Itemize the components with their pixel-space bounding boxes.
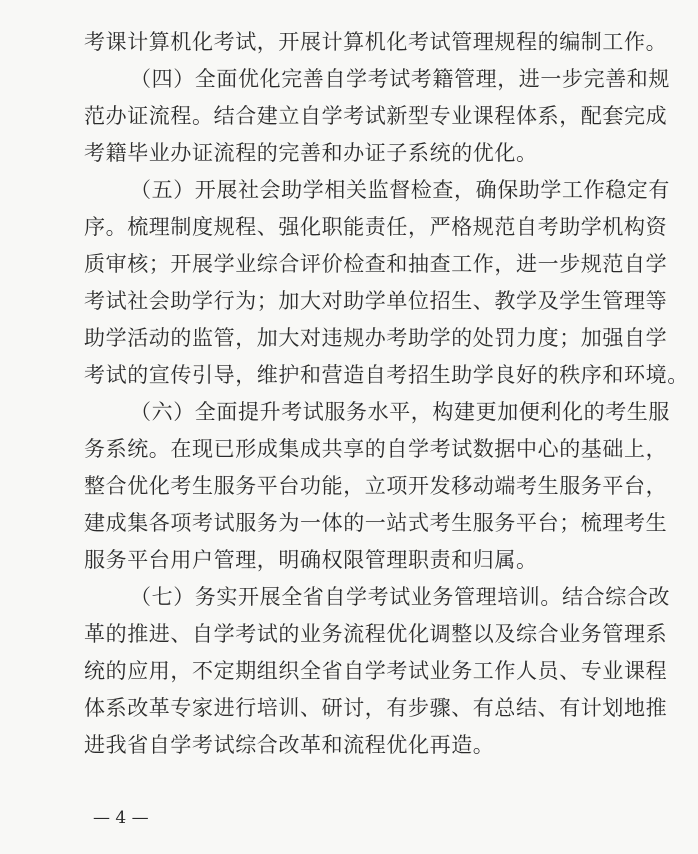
text-line: 进我省自学考试综合改革和流程优化再造。 [84, 733, 495, 757]
text-line: 考籍毕业办证流程的完善和办证子系统的优化。 [84, 141, 538, 165]
text-line: （六）全面提升考试服务水平，构建更加便利化的考生服 [130, 400, 670, 424]
page-number: — 4 — [93, 808, 149, 828]
text-line: 助学活动的监管，加大对违规办考助学的处罚力度；加强自学 [84, 326, 668, 350]
text-line: （四）全面优化完善自学考试考籍管理，进一步完善和规 [130, 67, 670, 91]
text-line: 整合优化考生服务平台功能，立项开发移动端考生服务平台， [84, 474, 668, 498]
text-line: 质审核；开展学业综合评价检查和抽查工作，进一步规范自学 [84, 252, 668, 276]
text-line: （七）务实开展全省自学考试业务管理培训。结合综合改 [130, 585, 670, 609]
text-line: 范办证流程。结合建立自学考试新型专业课程体系，配套完成 [84, 104, 668, 128]
text-line: 序。梳理制度规程、强化职能责任，严格规范自考助学机构资 [84, 215, 668, 239]
text-line: 统的应用，不定期组织全省自学考试业务工作人员、专业课程 [84, 659, 668, 683]
text-line: （五）开展社会助学相关监督检查，确保助学工作稳定有 [130, 178, 670, 202]
text-line: 革的推进、自学考试的业务流程优化调整以及综合业务管理系 [84, 622, 668, 646]
text-line: 务系统。在现已形成集成共享的自学考试数据中心的基础上， [84, 437, 668, 461]
text-line: 考试社会助学行为；加大对助学单位招生、教学及学生管理等 [84, 289, 668, 313]
text-line: 服务平台用户管理，明确权限管理职责和归属。 [84, 548, 538, 572]
text-line: 建成集各项考试服务为一体的一站式考生服务平台；梳理考生 [84, 511, 668, 535]
text-line: 考课计算机化考试，开展计算机化考试管理规程的编制工作。 [84, 30, 668, 54]
text-line: 考试的宣传引导，维护和营造自考招生助学良好的秩序和环境。 [84, 363, 689, 387]
text-line: 体系改革专家进行培训、研讨，有步骤、有总结、有计划地推 [84, 696, 668, 720]
